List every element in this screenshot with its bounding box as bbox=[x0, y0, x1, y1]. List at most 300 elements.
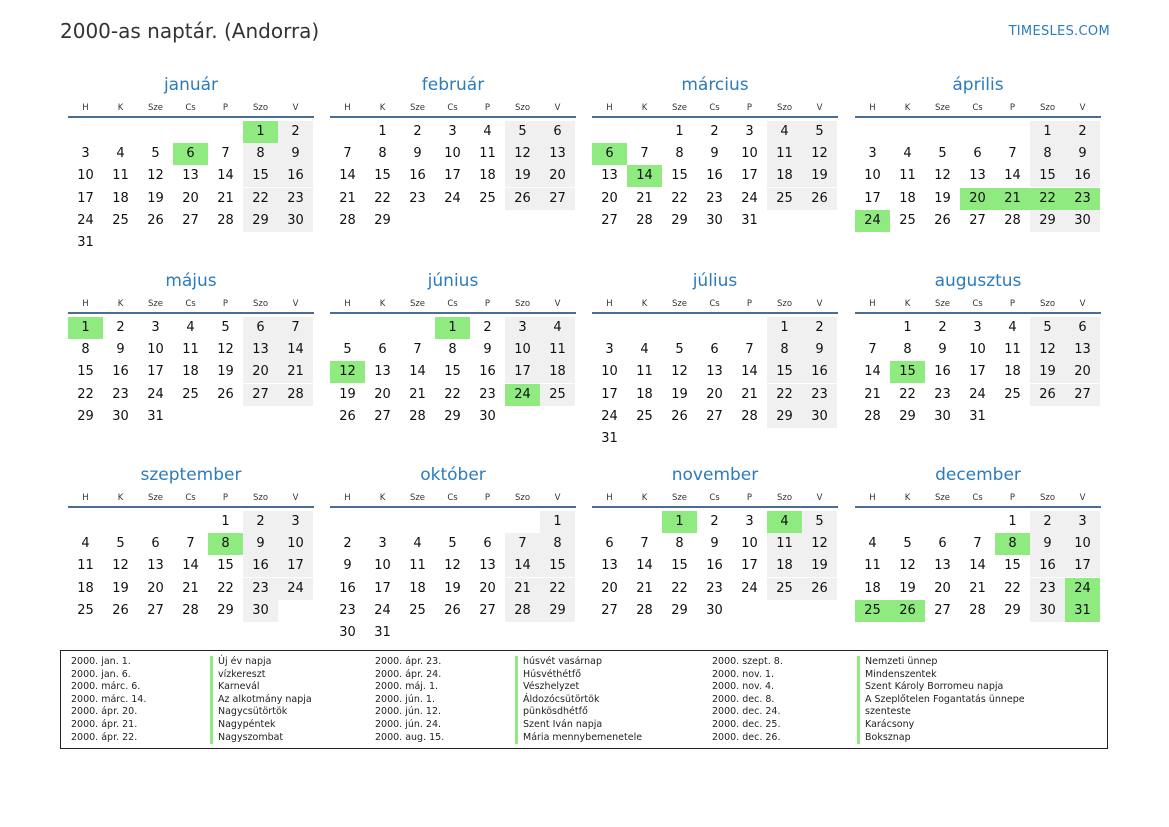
legend-holiday-name: Boksznap bbox=[857, 732, 1025, 745]
day-cell: 6 bbox=[483, 536, 492, 552]
day-cell: 18 bbox=[409, 580, 426, 596]
day-cell: 2 bbox=[802, 317, 837, 339]
day-cell: 21 bbox=[969, 580, 986, 596]
day-cell: 25 bbox=[540, 384, 575, 406]
day-cell: 18 bbox=[767, 165, 802, 187]
legend-date: 2000. ápr. 23. bbox=[375, 656, 442, 667]
day-cell: 27 bbox=[374, 408, 391, 424]
month-header-rule bbox=[68, 312, 314, 314]
day-cell: 13 bbox=[479, 558, 496, 574]
day-cell: 29 bbox=[671, 212, 688, 228]
day-cell: 8 bbox=[675, 146, 684, 162]
holiday-day-cell: 1 bbox=[662, 511, 697, 533]
day-cell: 2 bbox=[278, 121, 313, 143]
day-cell: 10 bbox=[444, 146, 461, 162]
day-cell: 11 bbox=[767, 533, 802, 555]
weekday-header: K bbox=[904, 299, 911, 309]
legend-holiday-name: Karnevál bbox=[210, 681, 312, 694]
day-cell: 2 bbox=[938, 320, 947, 335]
legend-date: 2000. márc. 14. bbox=[71, 693, 147, 705]
legend-date: 2000. aug. 15. bbox=[375, 731, 445, 743]
weekday-header: V bbox=[292, 299, 299, 309]
day-cell: 25 bbox=[182, 386, 199, 402]
day-cell: 26 bbox=[934, 212, 951, 228]
day-cell: 23 bbox=[278, 188, 313, 210]
legend-holiday-name: Vészhelyzet bbox=[515, 681, 642, 694]
day-cell: 7 bbox=[343, 146, 352, 162]
day-cell: 21 bbox=[217, 190, 234, 206]
day-cell: 16 bbox=[706, 558, 723, 574]
day-cell: 10 bbox=[741, 146, 758, 162]
day-cell: 2 bbox=[483, 320, 492, 335]
legend-holiday-name: pünkösdhétfő bbox=[515, 706, 642, 719]
weekday-header: Szo bbox=[252, 493, 269, 503]
day-cell: 14 bbox=[1004, 168, 1021, 184]
day-cell: 16 bbox=[409, 168, 426, 184]
day-cell: 21 bbox=[278, 361, 313, 383]
holiday-day-cell: 20 bbox=[960, 188, 995, 210]
day-cell: 7 bbox=[1008, 146, 1017, 162]
day-cell: 3 bbox=[278, 511, 313, 533]
legend-date: 2000. jún. 12. bbox=[375, 706, 442, 718]
weekday-header: H bbox=[82, 493, 89, 503]
day-cell: 26 bbox=[444, 602, 461, 618]
day-cell: 27 bbox=[601, 602, 618, 618]
day-cell: 28 bbox=[636, 212, 653, 228]
day-cell: 29 bbox=[1004, 602, 1021, 618]
day-cell: 18 bbox=[77, 580, 94, 596]
day-cell: 17 bbox=[77, 190, 94, 206]
day-cell: 27 bbox=[182, 212, 199, 228]
weekday-header: H bbox=[344, 493, 351, 503]
day-cell: 4 bbox=[903, 146, 912, 162]
day-cell: 27 bbox=[147, 602, 164, 618]
day-cell: 28 bbox=[339, 212, 356, 228]
holiday-day-cell: 1 bbox=[435, 317, 470, 339]
day-cell: 3 bbox=[745, 514, 754, 529]
weekday-header: K bbox=[379, 493, 386, 503]
day-cell: 16 bbox=[112, 364, 129, 380]
day-cell: 14 bbox=[636, 558, 653, 574]
legend-holiday-name: Áldozócsütörtök bbox=[515, 694, 642, 707]
legend-holiday-name: vízkereszt bbox=[210, 669, 312, 682]
weekday-header: Sze bbox=[147, 493, 164, 503]
weekday-header: Cs bbox=[185, 299, 196, 309]
day-cell: 18 bbox=[479, 168, 496, 184]
day-cell: 4 bbox=[81, 536, 90, 552]
legend-date: 2000. dec. 25. bbox=[712, 718, 781, 730]
day-cell: 2 bbox=[710, 514, 719, 529]
day-cell: 7 bbox=[973, 536, 982, 552]
day-cell: 3 bbox=[1065, 511, 1100, 533]
holiday-day-cell: 24 bbox=[855, 210, 890, 232]
day-cell: 15 bbox=[374, 168, 391, 184]
weekday-header: Szo bbox=[776, 493, 793, 503]
day-cell: 19 bbox=[112, 580, 129, 596]
day-cell: 17 bbox=[1065, 555, 1100, 577]
day-cell: 22 bbox=[540, 578, 575, 600]
weekday-header: P bbox=[1009, 299, 1016, 309]
weekday-header: P bbox=[746, 299, 753, 309]
day-cell: 1 bbox=[540, 511, 575, 533]
day-cell: 11 bbox=[899, 168, 916, 184]
day-cell: 20 bbox=[1065, 361, 1100, 383]
day-cell: 29 bbox=[671, 602, 688, 618]
holiday-day-cell: 31 bbox=[1065, 600, 1100, 622]
day-cell: 13 bbox=[969, 168, 986, 184]
day-cell: 16 bbox=[802, 361, 837, 383]
weekday-header: Cs bbox=[185, 493, 196, 503]
day-cell: 20 bbox=[934, 580, 951, 596]
weekday-header: Cs bbox=[709, 493, 720, 503]
legend-holiday-name: Nagyszombat bbox=[210, 732, 312, 745]
brand-link[interactable]: TIMESLES.COM bbox=[1008, 24, 1110, 39]
day-cell: 20 bbox=[706, 386, 723, 402]
weekday-header: Sze bbox=[147, 299, 164, 309]
weekday-header: Cs bbox=[447, 299, 458, 309]
day-cell: 16 bbox=[1065, 165, 1100, 187]
weekday-header: K bbox=[641, 493, 648, 503]
day-cell: 19 bbox=[444, 580, 461, 596]
day-cell: 14 bbox=[217, 168, 234, 184]
day-cell: 28 bbox=[636, 602, 653, 618]
day-cell: 3 bbox=[745, 124, 754, 139]
month-header-rule bbox=[592, 116, 838, 118]
legend-date: 2000. dec. 26. bbox=[712, 731, 781, 743]
day-cell: 21 bbox=[864, 386, 881, 402]
day-cell: 24 bbox=[741, 580, 758, 596]
holiday-day-cell: 25 bbox=[855, 600, 890, 622]
day-cell: 15 bbox=[243, 165, 278, 187]
day-cell: 26 bbox=[505, 188, 540, 210]
day-cell: 6 bbox=[710, 342, 719, 358]
day-cell: 6 bbox=[151, 536, 160, 552]
legend-dates-col-3 bbox=[712, 656, 783, 744]
day-cell: 10 bbox=[77, 168, 94, 184]
day-cell: 18 bbox=[636, 386, 653, 402]
day-cell: 8 bbox=[540, 533, 575, 555]
weekday-header: Sze bbox=[934, 103, 951, 113]
day-cell: 17 bbox=[969, 364, 986, 380]
day-cell: 13 bbox=[147, 558, 164, 574]
day-cell: 24 bbox=[444, 190, 461, 206]
day-cell: 26 bbox=[802, 578, 837, 600]
legend-names-col-1 bbox=[210, 656, 312, 744]
day-cell: 11 bbox=[77, 558, 94, 574]
holiday-day-cell: 4 bbox=[767, 511, 802, 533]
day-cell: 4 bbox=[868, 536, 877, 552]
day-cell: 16 bbox=[934, 364, 951, 380]
day-cell: 30 bbox=[706, 212, 723, 228]
day-cell: 10 bbox=[864, 168, 881, 184]
weekday-header: Cs bbox=[709, 299, 720, 309]
day-cell: 10 bbox=[741, 536, 758, 552]
holiday-day-cell: 8 bbox=[995, 533, 1030, 555]
legend-holiday-name: húsvét vasárnap bbox=[515, 656, 642, 669]
day-cell: 20 bbox=[182, 190, 199, 206]
day-cell: 30 bbox=[243, 600, 278, 622]
day-cell: 28 bbox=[864, 408, 881, 424]
weekday-header: Sze bbox=[409, 493, 426, 503]
weekday-header: V bbox=[816, 299, 823, 309]
holiday-day-cell: 21 bbox=[995, 188, 1030, 210]
weekday-header: K bbox=[641, 103, 648, 113]
day-cell: 26 bbox=[147, 212, 164, 228]
day-cell: 28 bbox=[969, 602, 986, 618]
weekday-header: P bbox=[1009, 103, 1016, 113]
day-cell: 16 bbox=[706, 168, 723, 184]
holiday-day-cell: 15 bbox=[890, 361, 925, 383]
weekday-header: H bbox=[82, 103, 89, 113]
day-cell: 29 bbox=[243, 210, 278, 232]
day-cell: 12 bbox=[444, 558, 461, 574]
day-cell: 22 bbox=[444, 386, 461, 402]
day-cell: 7 bbox=[413, 342, 422, 358]
weekday-header: Sze bbox=[409, 299, 426, 309]
day-cell: 3 bbox=[973, 320, 982, 335]
day-cell: 15 bbox=[671, 558, 688, 574]
day-cell: 17 bbox=[601, 386, 618, 402]
day-cell: 21 bbox=[636, 580, 653, 596]
day-cell: 4 bbox=[1008, 320, 1017, 335]
legend-names-col-3 bbox=[857, 656, 1025, 744]
legend-date: 2000. ápr. 20. bbox=[71, 706, 138, 718]
month-name: december bbox=[935, 465, 1021, 485]
day-cell: 31 bbox=[77, 235, 94, 250]
day-cell: 12 bbox=[802, 143, 837, 165]
weekday-header: K bbox=[117, 299, 124, 309]
weekday-header: V bbox=[1079, 299, 1086, 309]
day-cell: 3 bbox=[448, 124, 457, 139]
weekday-header: Szo bbox=[776, 299, 793, 309]
month-name: szeptember bbox=[140, 465, 242, 485]
day-cell: 9 bbox=[278, 143, 313, 165]
day-cell: 26 bbox=[1030, 384, 1065, 406]
day-cell: 14 bbox=[278, 339, 313, 361]
weekday-header: Cs bbox=[447, 493, 458, 503]
day-cell: 26 bbox=[217, 386, 234, 402]
weekday-header: V bbox=[554, 299, 561, 309]
day-cell: 6 bbox=[938, 536, 947, 552]
month-header-rule bbox=[330, 116, 576, 118]
day-cell: 29 bbox=[899, 408, 916, 424]
holiday-day-cell: 22 bbox=[1030, 188, 1065, 210]
day-cell: 22 bbox=[243, 188, 278, 210]
day-cell: 17 bbox=[444, 168, 461, 184]
holiday-day-cell: 8 bbox=[208, 533, 243, 555]
day-cell: 7 bbox=[186, 536, 195, 552]
day-cell: 18 bbox=[540, 361, 575, 383]
day-cell: 2 bbox=[1065, 121, 1100, 143]
legend-date: 2000. jan. 6. bbox=[71, 668, 131, 680]
day-cell: 14 bbox=[864, 364, 881, 380]
day-cell: 4 bbox=[483, 124, 492, 139]
day-cell: 11 bbox=[409, 558, 426, 574]
day-cell: 17 bbox=[864, 190, 881, 206]
day-cell: 29 bbox=[767, 406, 802, 428]
day-cell: 12 bbox=[899, 558, 916, 574]
month-name: október bbox=[420, 465, 486, 485]
day-cell: 22 bbox=[217, 580, 234, 596]
weekday-header: H bbox=[606, 103, 613, 113]
legend-date: 2000. máj. 1. bbox=[375, 681, 439, 693]
day-cell: 2 bbox=[1030, 511, 1065, 533]
day-cell: 9 bbox=[1030, 533, 1065, 555]
day-cell: 11 bbox=[767, 143, 802, 165]
day-cell: 21 bbox=[505, 578, 540, 600]
day-cell: 10 bbox=[505, 339, 540, 361]
day-cell: 13 bbox=[540, 143, 575, 165]
day-cell: 22 bbox=[899, 386, 916, 402]
weekday-header: Szo bbox=[514, 299, 531, 309]
day-cell: 22 bbox=[1004, 580, 1021, 596]
day-cell: 2 bbox=[710, 124, 719, 139]
weekday-header: V bbox=[816, 493, 823, 503]
weekday-header: H bbox=[344, 299, 351, 309]
weekday-header: Cs bbox=[447, 103, 458, 113]
holiday-day-cell: 24 bbox=[505, 384, 540, 406]
day-cell: 7 bbox=[221, 146, 230, 162]
day-cell: 19 bbox=[802, 555, 837, 577]
day-cell: 27 bbox=[243, 384, 278, 406]
day-cell: 26 bbox=[671, 408, 688, 424]
month-header-rule bbox=[592, 312, 838, 314]
holiday-day-cell: 14 bbox=[627, 165, 662, 187]
day-cell: 19 bbox=[339, 386, 356, 402]
holiday-day-cell: 1 bbox=[243, 121, 278, 143]
weekday-header: P bbox=[1009, 493, 1016, 503]
day-cell: 19 bbox=[1030, 361, 1065, 383]
day-cell: 31 bbox=[741, 212, 758, 228]
day-cell: 11 bbox=[864, 558, 881, 574]
day-cell: 30 bbox=[339, 625, 356, 640]
day-cell: 31 bbox=[601, 431, 618, 446]
day-cell: 10 bbox=[601, 364, 618, 380]
day-cell: 5 bbox=[116, 536, 125, 552]
day-cell: 8 bbox=[767, 339, 802, 361]
weekday-header: K bbox=[117, 103, 124, 113]
day-cell: 22 bbox=[767, 384, 802, 406]
day-cell: 10 bbox=[1065, 533, 1100, 555]
day-cell: 8 bbox=[903, 342, 912, 358]
day-cell: 9 bbox=[116, 342, 125, 358]
month-header-rule bbox=[855, 312, 1101, 314]
legend-date: 2000. ápr. 22. bbox=[71, 731, 138, 743]
day-cell: 15 bbox=[767, 361, 802, 383]
day-cell: 23 bbox=[339, 602, 356, 618]
day-cell: 2 bbox=[343, 536, 352, 552]
legend-date: 2000. jún. 24. bbox=[375, 718, 442, 730]
day-cell: 10 bbox=[374, 558, 391, 574]
weekday-header: Szo bbox=[514, 103, 531, 113]
day-cell: 28 bbox=[1004, 212, 1021, 228]
day-cell: 9 bbox=[1065, 143, 1100, 165]
day-cell: 29 bbox=[77, 408, 94, 424]
day-cell: 20 bbox=[540, 165, 575, 187]
day-cell: 8 bbox=[675, 536, 684, 552]
day-cell: 21 bbox=[339, 190, 356, 206]
legend-date: 2000. dec. 24. bbox=[712, 706, 781, 718]
day-cell: 31 bbox=[374, 625, 391, 640]
legend-holiday-name: szenteste bbox=[857, 706, 1025, 719]
day-cell: 5 bbox=[938, 146, 947, 162]
day-cell: 14 bbox=[741, 364, 758, 380]
day-cell: 5 bbox=[675, 342, 684, 358]
legend-holiday-name: Szent Károly Borromeu napja bbox=[857, 681, 1025, 694]
weekday-header: Sze bbox=[671, 299, 688, 309]
legend-holiday-name: A Szeplőtelen Fogantatás ünnepe bbox=[857, 694, 1025, 707]
day-cell: 4 bbox=[767, 121, 802, 143]
weekday-header: P bbox=[222, 493, 229, 503]
day-cell: 8 bbox=[243, 143, 278, 165]
weekday-header: P bbox=[484, 103, 491, 113]
day-cell: 8 bbox=[81, 342, 90, 358]
day-cell: 18 bbox=[899, 190, 916, 206]
day-cell: 11 bbox=[540, 339, 575, 361]
day-cell: 22 bbox=[671, 190, 688, 206]
weekday-header: Szo bbox=[252, 299, 269, 309]
holiday-day-cell: 1 bbox=[68, 317, 103, 339]
day-cell: 5 bbox=[802, 511, 837, 533]
day-cell: 12 bbox=[802, 533, 837, 555]
weekday-header: K bbox=[379, 103, 386, 113]
day-cell: 12 bbox=[505, 143, 540, 165]
day-cell: 7 bbox=[640, 536, 649, 552]
day-cell: 12 bbox=[112, 558, 129, 574]
weekday-header: K bbox=[379, 299, 386, 309]
weekday-header: V bbox=[292, 103, 299, 113]
day-cell: 23 bbox=[1030, 578, 1065, 600]
month-name: április bbox=[952, 75, 1004, 95]
day-cell: 31 bbox=[969, 408, 986, 424]
day-cell: 19 bbox=[802, 165, 837, 187]
day-cell: 3 bbox=[151, 320, 160, 335]
day-cell: 2 bbox=[243, 511, 278, 533]
day-cell: 22 bbox=[671, 580, 688, 596]
day-cell: 15 bbox=[671, 168, 688, 184]
day-cell: 25 bbox=[479, 190, 496, 206]
day-cell: 12 bbox=[671, 364, 688, 380]
day-cell: 5 bbox=[448, 536, 457, 552]
day-cell: 29 bbox=[217, 602, 234, 618]
day-cell: 9 bbox=[343, 558, 352, 574]
day-cell: 30 bbox=[278, 210, 313, 232]
weekday-header: P bbox=[746, 103, 753, 113]
weekday-header: P bbox=[222, 103, 229, 113]
day-cell: 24 bbox=[601, 408, 618, 424]
legend-holiday-name: Nemzeti ünnep bbox=[857, 656, 1025, 669]
day-cell: 2 bbox=[413, 124, 422, 139]
day-cell: 17 bbox=[374, 580, 391, 596]
day-cell: 12 bbox=[147, 168, 164, 184]
day-cell: 28 bbox=[741, 408, 758, 424]
day-cell: 13 bbox=[1065, 339, 1100, 361]
day-cell: 13 bbox=[934, 558, 951, 574]
month-header-rule bbox=[592, 506, 838, 508]
day-cell: 29 bbox=[1030, 210, 1065, 232]
weekday-header: P bbox=[484, 493, 491, 503]
day-cell: 3 bbox=[868, 146, 877, 162]
weekday-header: Szo bbox=[1039, 493, 1056, 503]
weekday-header: Cs bbox=[972, 299, 983, 309]
weekday-header: Sze bbox=[409, 103, 426, 113]
day-cell: 25 bbox=[899, 212, 916, 228]
day-cell: 23 bbox=[706, 580, 723, 596]
day-cell: 11 bbox=[636, 364, 653, 380]
weekday-header: K bbox=[117, 493, 124, 503]
day-cell: 4 bbox=[540, 317, 575, 339]
day-cell: 17 bbox=[505, 361, 540, 383]
